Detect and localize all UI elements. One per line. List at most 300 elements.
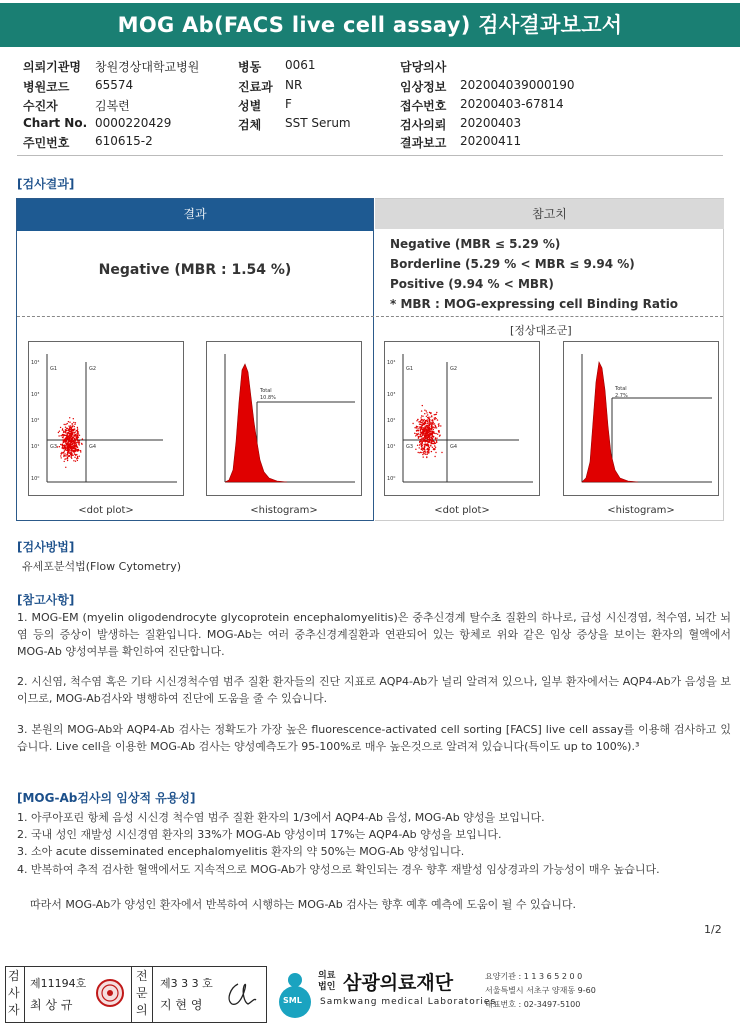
- scatter-dot: [420, 435, 421, 436]
- scatter-dot: [426, 437, 427, 438]
- scatter-dot: [80, 450, 81, 451]
- scatter-dot: [70, 453, 71, 454]
- scatter-dot: [421, 447, 422, 448]
- footer-divider: [152, 966, 153, 1023]
- scatter-dot: [79, 440, 80, 441]
- scatter-dot: [60, 435, 61, 436]
- examiner-label: 검사자: [8, 969, 20, 1017]
- y-tick: 10⁰: [31, 476, 40, 482]
- info-value: NR: [285, 78, 303, 92]
- scatter-dot: [80, 451, 81, 452]
- scatter-dot: [428, 452, 429, 453]
- scatter-dot: [434, 427, 435, 428]
- scatter-dot: [68, 439, 69, 440]
- scatter-dot: [431, 430, 432, 431]
- scatter-dot: [428, 439, 429, 440]
- scatter-dot: [67, 428, 68, 429]
- scatter-dot: [74, 426, 75, 427]
- scatter-dot: [430, 423, 431, 424]
- scatter-dot: [427, 417, 428, 418]
- scatter-dot: [417, 419, 418, 420]
- org-address: 서울특별시 서초구 양재동 9-60: [485, 986, 596, 995]
- scatter-dot: [438, 426, 439, 427]
- scatter-dot: [422, 425, 423, 426]
- scatter-dot: [73, 442, 74, 443]
- info-value: F: [285, 97, 292, 111]
- scatter-dot: [69, 445, 70, 446]
- scatter-dot: [74, 439, 75, 440]
- scatter-dot: [427, 451, 428, 452]
- control-dot-plot-svg: [385, 342, 539, 495]
- scatter-dot: [421, 449, 422, 450]
- control-histogram-svg: [564, 342, 718, 495]
- scatter-dot: [420, 417, 421, 418]
- scatter-dot: [65, 430, 66, 431]
- scatter-dot: [433, 449, 434, 450]
- scatter-dot: [58, 435, 59, 436]
- scatter-dot: [64, 424, 65, 425]
- scatter-dot: [426, 457, 427, 458]
- scatter-dot: [429, 420, 430, 421]
- scatter-dot: [64, 431, 65, 432]
- scatter-dot: [431, 420, 432, 421]
- scatter-dot: [432, 440, 433, 441]
- scatter-dot: [69, 433, 70, 434]
- result-value: Negative (MBR : 1.54 %): [98, 262, 292, 278]
- scatter-dot: [425, 441, 426, 442]
- scatter-dot: [419, 447, 420, 448]
- scatter-dot: [73, 418, 74, 419]
- quadrant-label: G2: [89, 366, 97, 372]
- scatter-dot: [74, 453, 75, 454]
- scatter-dot: [441, 452, 442, 453]
- scatter-dot: [421, 410, 422, 411]
- scatter-dot: [432, 447, 433, 448]
- scatter-dot: [428, 446, 429, 447]
- info-value: 20200403-67814: [460, 97, 564, 111]
- scatter-dot: [416, 426, 417, 427]
- org-contact: [485, 970, 596, 1012]
- scatter-dot: [427, 414, 428, 415]
- info-value: 0000220429: [95, 116, 172, 130]
- scatter-dot: [422, 434, 423, 435]
- scatter-dot: [424, 410, 425, 411]
- scatter-dot: [77, 438, 78, 439]
- scatter-dot: [416, 433, 417, 434]
- reviewer-label: 전문의: [136, 969, 148, 1017]
- scatter-dot: [75, 435, 76, 436]
- scatter-dot: [416, 420, 417, 421]
- quadrant-label: G3: [406, 444, 414, 450]
- scatter-dot: [429, 417, 430, 418]
- info-label: 임상정보: [400, 80, 447, 94]
- scatter-dot: [420, 443, 421, 444]
- scatter-dot: [75, 439, 76, 440]
- clinical-4: 4. 반복하여 추적 검사한 혈액에서도 지속적으로 MOG-Ab가 양성으로 확인되는 경우 향후 재발성 임상경과의 가능성이 매우 높습니다.: [17, 863, 660, 876]
- y-tick: 10¹: [387, 444, 396, 450]
- scatter-dot: [424, 421, 425, 422]
- scatter-dot: [72, 455, 73, 456]
- scatter-dot: [68, 421, 69, 422]
- info-value: 65574: [95, 78, 134, 92]
- reference-lines: [390, 234, 678, 314]
- scatter-dot: [67, 445, 68, 446]
- scatter-dot: [440, 425, 441, 426]
- scatter-dot: [421, 444, 422, 445]
- scatter-dot: [67, 438, 68, 439]
- scatter-dot: [422, 442, 423, 443]
- note-3: 3. 본원의 MOG-Ab와 AQP4-Ab 검사는 정확도가 가장 높은 fluorescence-activated cell sorting [FACS] live cell assay를 이용해 검사하고 있습니다. Live cell을 이용한 MOG-Ab 검사는 양성예측도가 95-100%로 매우 높은것으로 알려져 있습니다(특이도 up to 100%).³: [17, 723, 731, 753]
- quadrant-label: G3: [50, 444, 58, 450]
- scatter-dot: [73, 460, 74, 461]
- scatter-dot: [431, 451, 432, 452]
- scatter-dot: [429, 442, 430, 443]
- scatter-dot: [426, 416, 427, 417]
- scatter-dot: [434, 423, 435, 424]
- histogram-peak: [225, 364, 287, 482]
- histogram-value: 10.8%: [260, 395, 276, 401]
- scatter-dot: [424, 428, 425, 429]
- scatter-dot: [438, 431, 439, 432]
- scatter-dot: [427, 430, 428, 431]
- scatter-dot: [420, 421, 421, 422]
- scatter-dot: [425, 445, 426, 446]
- scatter-dot: [422, 420, 423, 421]
- scatter-dot: [63, 454, 64, 455]
- scatter-dot: [436, 442, 437, 443]
- reviewer-name: 지 현 영: [160, 998, 203, 1012]
- scatter-dot: [420, 439, 421, 440]
- clinical-section-title: [MOG-Ab검사의 임상적 유용성]: [17, 791, 196, 805]
- scatter-dot: [432, 423, 433, 424]
- info-label: 담당의사: [400, 60, 447, 74]
- scatter-dot: [75, 447, 76, 448]
- scatter-dot: [424, 440, 425, 441]
- scatter-dot: [72, 426, 73, 427]
- org-phone: 대표번호 : 02-3497-5100: [485, 1000, 581, 1009]
- scatter-dot: [63, 435, 64, 436]
- scatter-dot: [66, 435, 67, 436]
- scatter-dot: [81, 444, 82, 445]
- scatter-dot: [64, 453, 65, 454]
- scatter-dot: [420, 424, 421, 425]
- scatter-dot: [435, 447, 436, 448]
- scatter-dot: [73, 437, 74, 438]
- scatter-dot: [67, 460, 68, 461]
- scatter-dot: [419, 452, 420, 453]
- scatter-dot: [436, 438, 437, 439]
- scatter-dot: [57, 446, 58, 447]
- scatter-dot: [434, 445, 435, 446]
- scatter-dot: [425, 454, 426, 455]
- scatter-dot: [65, 439, 66, 440]
- scatter-dot: [423, 431, 424, 432]
- scatter-dot: [430, 422, 431, 423]
- scatter-dot: [437, 434, 438, 435]
- scatter-dot: [424, 413, 425, 414]
- scatter-dot: [429, 412, 430, 413]
- scatter-dot: [79, 435, 80, 436]
- scatter-dot: [60, 455, 61, 456]
- clinical-2: 2. 국내 성인 재발성 시신경염 환자의 33%가 MOG-Ab 양성이며 17%는 AQP4-Ab 양성을 보입니다.: [17, 828, 502, 841]
- scatter-dot: [435, 418, 436, 419]
- scatter-dot: [420, 432, 421, 433]
- org-name: 삼광의료재단: [343, 972, 454, 994]
- scatter-dot: [76, 430, 77, 431]
- scatter-dot: [420, 427, 421, 428]
- scatter-dot: [65, 467, 66, 468]
- scatter-dot: [427, 441, 428, 442]
- scatter-dot: [426, 410, 427, 411]
- scatter-dot: [69, 447, 70, 448]
- scatter-dot: [70, 440, 71, 441]
- scatter-dot: [417, 445, 418, 446]
- scatter-dot: [418, 430, 419, 431]
- scatter-dot: [66, 454, 67, 455]
- examiner-license: 제11194호: [30, 977, 87, 990]
- y-tick: 10⁴: [31, 360, 40, 366]
- header-underline: [17, 229, 373, 231]
- scatter-dot: [69, 417, 70, 418]
- y-tick: 10⁴: [387, 360, 396, 366]
- scatter-dot: [65, 449, 66, 450]
- scatter-dot: [72, 423, 73, 424]
- scatter-dot: [421, 427, 422, 428]
- clinical-1: 1. 아쿠아포린 항체 음성 시신경 척수염 범주 질환 환자의 1/3에서 AQP4-Ab 음성, MOG-Ab 양성을 보입니다.: [17, 811, 545, 824]
- scatter-dot: [72, 443, 73, 444]
- org-prefix: 의료법인: [318, 971, 336, 992]
- results-section-title: [검사결과]: [17, 177, 75, 191]
- scatter-dot: [434, 419, 435, 420]
- scatter-dot: [419, 444, 420, 445]
- scatter-dot: [430, 445, 431, 446]
- histogram-label: Total: [260, 388, 272, 394]
- scatter-dot: [422, 416, 423, 417]
- scatter-dot: [417, 426, 418, 427]
- scatter-dot: [420, 441, 421, 442]
- scatter-dot: [431, 425, 432, 426]
- scatter-dot: [426, 429, 427, 430]
- scatter-dot: [427, 443, 428, 444]
- quadrant-label: G2: [450, 366, 458, 372]
- scatter-dot: [425, 452, 426, 453]
- scatter-dot: [65, 437, 66, 438]
- scatter-dot: [62, 439, 63, 440]
- scatter-dot: [64, 440, 65, 441]
- scatter-dot: [412, 423, 413, 424]
- scatter-dot: [65, 455, 66, 456]
- info-value: 202004039000190: [460, 78, 575, 92]
- scatter-dot: [71, 455, 72, 456]
- scatter-dot: [416, 427, 417, 428]
- scatter-dot: [67, 443, 68, 444]
- scatter-dot: [73, 441, 74, 442]
- scatter-dot: [427, 433, 428, 434]
- scatter-dot: [68, 429, 69, 430]
- scatter-dot: [434, 414, 435, 415]
- scatter-dot: [424, 426, 425, 427]
- scatter-dot: [67, 423, 68, 424]
- scatter-dot: [431, 442, 432, 443]
- scatter-dot: [418, 452, 419, 453]
- quadrant-label: G4: [450, 444, 458, 450]
- info-label: 수진자: [23, 99, 58, 113]
- scatter-dot: [71, 436, 72, 437]
- clinical-3: 3. 소아 acute disseminated encephalomyelitis 환자의 약 50%는 MOG-Ab 양성입니다.: [17, 845, 465, 858]
- control-dot-plot: [384, 341, 540, 496]
- note-2: 2. 시신염, 척수염 혹은 기타 시신경척수염 범주 질환 환자들의 진단 지표로 AQP4-Ab가 널리 알려져 있으나, 일부 환자에서는 AQP4-Ab가 음성을 보이므로, MOG-Ab검사와 병행하여 진단에 도움을 줄 수 있습니다.: [17, 675, 731, 705]
- scatter-dot: [77, 440, 78, 441]
- scatter-dot: [423, 423, 424, 424]
- scatter-dot: [74, 424, 75, 425]
- scatter-dot: [418, 421, 419, 422]
- scatter-dot: [72, 430, 73, 431]
- scatter-dot: [421, 415, 422, 416]
- org-institution-code: 요양기관 : 1 1 3 6 5 2 0 0: [485, 972, 583, 981]
- scatter-dot: [429, 449, 430, 450]
- scatter-dot: [59, 446, 60, 447]
- reference-negative: Negative (MBR ≤ 5.29 %): [390, 237, 561, 251]
- scatter-dot: [64, 461, 65, 462]
- sml-logo-text: SML: [283, 996, 302, 1005]
- scatter-dot: [65, 432, 66, 433]
- scatter-dot: [71, 456, 72, 457]
- scatter-dot: [77, 431, 78, 432]
- footer-divider: [24, 966, 25, 1023]
- scatter-dot: [78, 437, 79, 438]
- scatter-dot: [66, 444, 67, 445]
- scatter-dot: [77, 447, 78, 448]
- info-value: 20200403: [460, 116, 522, 130]
- info-label: 검체: [238, 118, 262, 132]
- reference-borderline: Borderline (5.29 % < MBR ≤ 9.94 %): [390, 257, 635, 271]
- scatter-dot: [438, 432, 439, 433]
- scatter-dot: [421, 452, 422, 453]
- scatter-dot: [431, 415, 432, 416]
- info-value: SST Serum: [285, 116, 351, 130]
- notes-section-title: [참고사항]: [17, 593, 75, 607]
- scatter-dot: [70, 425, 71, 426]
- quadrant-label: G4: [89, 444, 97, 450]
- scatter-dot: [424, 439, 425, 440]
- scatter-dot: [414, 433, 415, 434]
- control-histogram: [563, 341, 719, 496]
- scatter-dot: [415, 435, 416, 436]
- scatter-dot: [415, 449, 416, 450]
- scatter-dot: [76, 458, 77, 459]
- scatter-dot: [79, 456, 80, 457]
- scatter-dot: [65, 424, 66, 425]
- scatter-dot: [72, 431, 73, 432]
- info-label: 성별: [238, 99, 262, 113]
- scatter-dot: [73, 422, 74, 423]
- scatter-dot: [421, 446, 422, 447]
- scatter-dot: [430, 413, 431, 414]
- quadrant-label: G1: [50, 366, 58, 372]
- scatter-dot: [429, 434, 430, 435]
- scatter-dot: [422, 405, 423, 406]
- scatter-dot: [67, 448, 68, 449]
- scatter-dot: [423, 448, 424, 449]
- scatter-dot: [61, 453, 62, 454]
- scatter-dot: [439, 435, 440, 436]
- scatter-dot: [66, 436, 67, 437]
- scatter-dot: [76, 433, 77, 434]
- scatter-dot: [436, 427, 437, 428]
- scatter-dot: [65, 427, 66, 428]
- scatter-dot: [424, 446, 425, 447]
- scatter-dot: [69, 437, 70, 438]
- scatter-dot: [76, 437, 77, 438]
- scatter-dot: [431, 429, 432, 430]
- scatter-dot: [426, 412, 427, 413]
- histogram-peak: [582, 362, 638, 482]
- scatter-dot: [436, 439, 437, 440]
- scatter-dot: [64, 435, 65, 436]
- report-title: MOG Ab(FACS live cell assay) 검사결과보고서: [0, 3, 740, 47]
- info-label: 접수번호: [400, 99, 447, 113]
- scatter-dot: [423, 456, 424, 457]
- scatter-dot: [68, 455, 69, 456]
- scatter-dot: [77, 435, 78, 436]
- quadrant-label: G1: [406, 366, 414, 372]
- footer-divider: [131, 966, 132, 1023]
- info-label: 의뢰기관명: [23, 60, 81, 74]
- scatter-dot: [417, 434, 418, 435]
- scatter-dot: [428, 423, 429, 424]
- scatter-dot: [61, 457, 62, 458]
- scatter-dot: [77, 432, 78, 433]
- scatter-dot: [435, 433, 436, 434]
- scatter-dot: [71, 429, 72, 430]
- patient-dot-plot-svg: [29, 342, 183, 495]
- scatter-dot: [77, 456, 78, 457]
- scatter-dot: [426, 420, 427, 421]
- patient-histogram-svg: [207, 342, 361, 495]
- info-label: Chart No.: [23, 116, 88, 130]
- scatter-dot: [72, 447, 73, 448]
- scatter-dot: [436, 441, 437, 442]
- scatter-dot: [433, 441, 434, 442]
- scatter-dot: [79, 444, 80, 445]
- scatter-dot: [59, 431, 60, 432]
- scatter-dot: [429, 425, 430, 426]
- info-value: 610615-2: [95, 134, 153, 148]
- dot-plot-caption: <dot plot>: [78, 505, 134, 516]
- scatter-dot: [430, 433, 431, 434]
- scatter-dot: [76, 445, 77, 446]
- scatter-dot: [432, 432, 433, 433]
- scatter-dot: [427, 427, 428, 428]
- scatter-dot: [428, 445, 429, 446]
- scatter-dot: [423, 453, 424, 454]
- y-tick: 10³: [31, 392, 40, 398]
- scatter-dot: [64, 459, 65, 460]
- scatter-dot: [69, 428, 70, 429]
- divider: [17, 155, 723, 156]
- scatter-dot: [68, 441, 69, 442]
- info-label: 결과보고: [400, 136, 447, 150]
- reviewer-license: 제3 3 3 호: [160, 977, 213, 990]
- scatter-dot: [427, 421, 428, 422]
- scatter-dot: [432, 438, 433, 439]
- scatter-dot: [77, 460, 78, 461]
- patient-histogram: [206, 341, 362, 496]
- scatter-dot: [418, 436, 419, 437]
- scatter-dot: [72, 439, 73, 440]
- scatter-dot: [424, 435, 425, 436]
- dot-plot-caption: <dot plot>: [434, 505, 490, 516]
